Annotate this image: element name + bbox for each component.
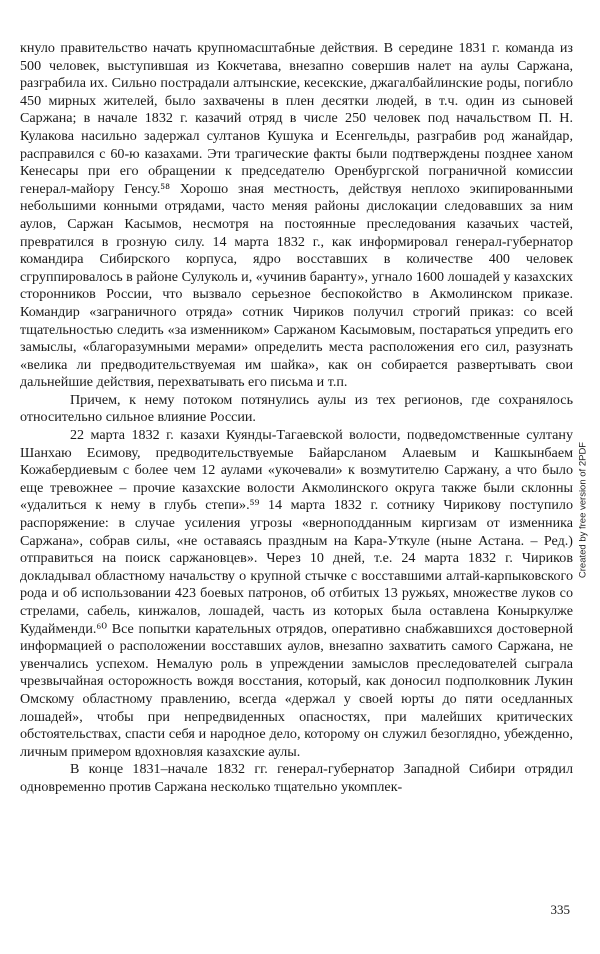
page-number: 335 (550, 902, 570, 917)
paragraph: В конце 1831–начале 1832 гг. генерал-губернатор Западной Сибири отрядил одновременно против Саржана несколько тщательно укомплек- (20, 761, 573, 795)
paragraph: Причем, к нему потоком потянулись аулы из тех регионов, где сохранялось относительно сильное влияние России. (20, 391, 573, 426)
page-body-text (20, 40, 573, 797)
paragraph: 22 марта 1832 г. казахи Куянды-Тагаевской волости, подведомственные султану Шанхаю Есимову, предводительствуемые Байарсланом Алаевым и Кашкынбаем Кожабердиевым с более чем 12 аулами «укочевали» к возмутителю Саржану, а что было еще тревожнее – прочие казахские волости Акмолинского округа также были склонны «удалиться к нему в глубь степи».⁵⁹ 14 марта 1832 г. сотнику Чирикову поступило распоряжение: в случае усиления угрозы «верноподданным киргизам от изменника Саржана», собрав силы, «не оставаясь праздным на Кара-Уткуле (ныне Астана. – Ред.) отправиться на поиск саржановцев». Через 10 дней, т.е. 24 марта 1832 г. Чириков докладывал областному начальству о крупной стычке с восставшими алтай-карпыковского рода и об использовании 423 боевых патронов, об отбитых 13 ружьях, множестве луков со стрелами, сабель, кинжалов, лошадей, часть из которых была оставлена Коныркулже Кудайменди.⁶⁰ Все попытки карательных отрядов, оперативно снабжавшихся достоверной информацией о расположении восставших аулов, внезапно захватить самого Саржана, не увенчались успехом. Немалую роль в упреждении замыслов преследователей сыграла чрезвычайная осторожность вождя восстания, который, как доносил подполковник Лукин Омскому областному правлению, всегда «держал у своей юрты до пяти оседланных лошадей», чтобы при непредвиденных опасностях, при малейших критических обстоятельствах, спасти себя и народное дело, которому он служил безоглядно, убежденно, личным примером вдохновляя казахские аулы. (20, 427, 573, 760)
paragraph-continued: кнуло правительство начать крупномасштабные действия. В середине 1831 г. команда из 500 человек, выступившая из Кокчетава, внезапно совершив налет на аулы Саржана, разграбила их. Сильно пострадали алтынские, кесекские, джагалбайлинские роды, погибло 450 мирных жителей, было захвачены в плен десятки людей, в т.ч. один из сыновей Саржана; в начале 1832 г. казачий отряд в числе 250 человек под начальством П. Н. Кулакова насильно задержал султанов Кушука и Есенгельды, разграбив род жанайдар, расправился с 60-ю казахами. Эти трагические факты были подтверждены позднее ханом Кенесары при его обращении к председателю Оренбургской пограничной комиссии генерал-майору Генсу.⁵⁸ Хорошо зная местность, действуя неплохо экипированными небольшими конными отрядами, часто меняя районы дислокации следовавших за ним аулов, Саржан Касымов, несмотря на постоянные преследования казачьих частей, превратился в грозную силу. 14 марта 1832 г., как информировал генерал-губернатор командира Сибирского корпуса, ядро восставших в количестве 400 человек сгруппировалось в районе Сулуколь и, «учинив баранту», угнало 1600 лошадей у казахских сторонников России, что вызвало серьезное беспокойство в Акмолинском приказе. Командир «заграничного отряда» сотник Чириков получил строгий приказ: со всей тщательностью следить «за изменником» Саржаном Касымовым, постараться упредить его замыслы, «благоразумными мерами» определить места расположения его сил, разузнать «велика ли предводительствуемая им шайка», как он собирается развертывать свои дальнейшие действия, перехватывать его письма и т.п. (20, 40, 573, 391)
watermark-text: Created by free version of 2PDF (577, 441, 589, 579)
